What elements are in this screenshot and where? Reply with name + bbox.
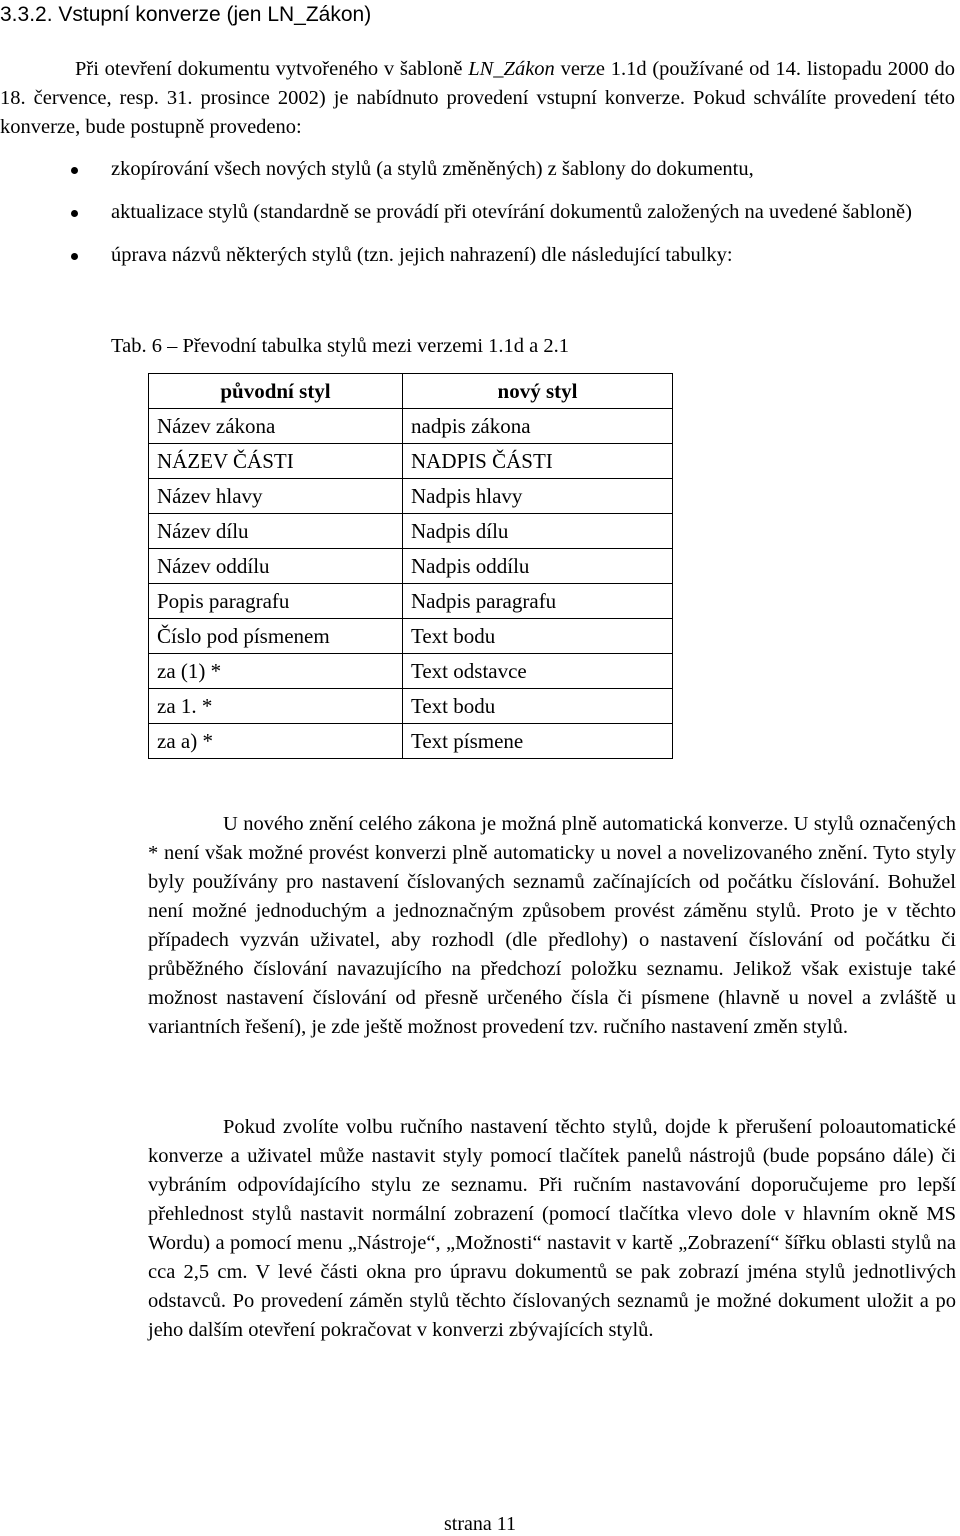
column-header-original: původní styl bbox=[149, 374, 403, 409]
cell-original: za a) * bbox=[149, 724, 403, 759]
table-row bbox=[149, 514, 673, 549]
cell-new: Nadpis dílu bbox=[403, 514, 673, 549]
table-caption: Tab. 6 – Převodní tabulka stylů mezi verzemi 1.1d a 2.1 bbox=[111, 335, 569, 357]
table-header-row bbox=[149, 374, 673, 409]
cell-new: Text odstavce bbox=[403, 654, 673, 689]
intro-paragraph bbox=[0, 55, 955, 142]
cell-new: Text bodu bbox=[403, 619, 673, 654]
table-row bbox=[149, 549, 673, 584]
cell-new: Text písmene bbox=[403, 724, 673, 759]
cell-original: Číslo pod písmenem bbox=[149, 619, 403, 654]
table-row bbox=[149, 654, 673, 689]
cell-original: Název hlavy bbox=[149, 479, 403, 514]
conversion-steps-list bbox=[0, 155, 956, 270]
intro-text-end: verze 1.1d (používané od 14. listopadu 2000 do 18. července, resp. 31. prosince 2002) je nabídnuto provedení vstupní konverze. Pokud schválíte provedení této konverze, bude postupně provedeno: bbox=[0, 58, 955, 138]
cell-original: NÁZEV ČÁSTI bbox=[149, 444, 403, 479]
bullet-icon bbox=[71, 167, 78, 174]
table-row bbox=[149, 409, 673, 444]
style-conversion-table bbox=[148, 373, 673, 759]
cell-original: Název dílu bbox=[149, 514, 403, 549]
table-row bbox=[149, 479, 673, 514]
table-row bbox=[149, 724, 673, 759]
cell-new: Nadpis paragrafu bbox=[403, 584, 673, 619]
cell-new: Text bodu bbox=[403, 689, 673, 724]
cell-original: za 1. * bbox=[149, 689, 403, 724]
list-item-text: zkopírování všech nových stylů (a stylů změněných) z šablony do dokumentu, bbox=[111, 158, 754, 180]
table-row bbox=[149, 689, 673, 724]
cell-new: Nadpis oddílu bbox=[403, 549, 673, 584]
list-item-text: úprava názvů některých stylů (tzn. jejich nahrazení) dle následující tabulky: bbox=[111, 244, 733, 266]
table-row bbox=[149, 584, 673, 619]
cell-new: Nadpis hlavy bbox=[403, 479, 673, 514]
cell-original: Název zákona bbox=[149, 409, 403, 444]
table-row bbox=[149, 619, 673, 654]
list-item-text: aktualizace stylů (standardně se provádí při otevírání dokumentů založených na uvedené šabloně) bbox=[111, 201, 912, 223]
cell-new: nadpis zákona bbox=[403, 409, 673, 444]
cell-original: Popis paragrafu bbox=[149, 584, 403, 619]
body-paragraph-automatic-conversion: U nového znění celého zákona je možná plně automatická konverze. U stylů označených * není však možné provést konverzi plně automaticky u novel a novelizovaného znění. Tyto styly byly používány pro nastavení číslovaných seznamů začínajících od počátku číslování. Bohužel není možné jednoduchým a jednoznačným způsobem provést záměnu stylů. Proto je v těchto případech vyzván uživatel, aby rozhodl (dle předlohy) o nastavení číslování od počátku či průběžného číslování navazujícího na předchozí položku seznamu. Jelikož však existuje také možnost nastavení číslování od přesně určeného čísla či písmene (hlavně u novel a zvláště u variantních řešení), je zde ještě možnost provedení tzv. ručního nastavení změn stylů. bbox=[148, 813, 956, 1038]
bullet-icon bbox=[71, 253, 78, 260]
body-paragraph-manual-setting: Pokud zvolíte volbu ručního nastavení těchto stylů, dojde k přerušení poloautomatické konverze a uživatel může nastavit styly pomocí tlačítek panelů nástrojů (bude popsáno dále) či vybráním odpovídajícího stylu ze seznamu. Při ručním nastavování doporučujeme pro lepší přehlednost stylů nastavit normální zobrazení (pomocí tlačítka vlevo dole v hlavním okně MS Wordu) a pomocí menu „Nástroje“, „Možnosti“ nastavit v kartě „Zobrazení“ šířku oblasti stylů na cca 2,5 cm. V levé části okna pro úpravu dokumentů se pak zobrazí jména stylů jednotlivých odstavců. Po provedení záměn stylů těchto číslovaných seznamů je možné dokument uložit a po jeho dalším otevření pokračovat v konverzi zbývajících stylů. bbox=[148, 1116, 956, 1341]
template-name: LN_Zákon bbox=[468, 58, 555, 80]
column-header-new: nový styl bbox=[403, 374, 673, 409]
cell-original: Název oddílu bbox=[149, 549, 403, 584]
list-item bbox=[0, 241, 956, 270]
cell-new: NADPIS ČÁSTI bbox=[403, 444, 673, 479]
list-item bbox=[0, 155, 956, 184]
page-number: strana 11 bbox=[443, 1513, 516, 1535]
list-item bbox=[0, 198, 956, 227]
section-heading: 3.3.2. Vstupní konverze (jen LN_Zákon) bbox=[0, 3, 372, 26]
intro-text-start: Při otevření dokumentu vytvořeného v šabloně bbox=[75, 58, 469, 80]
bullet-icon bbox=[71, 210, 78, 217]
table-row bbox=[149, 444, 673, 479]
cell-original: za (1) * bbox=[149, 654, 403, 689]
